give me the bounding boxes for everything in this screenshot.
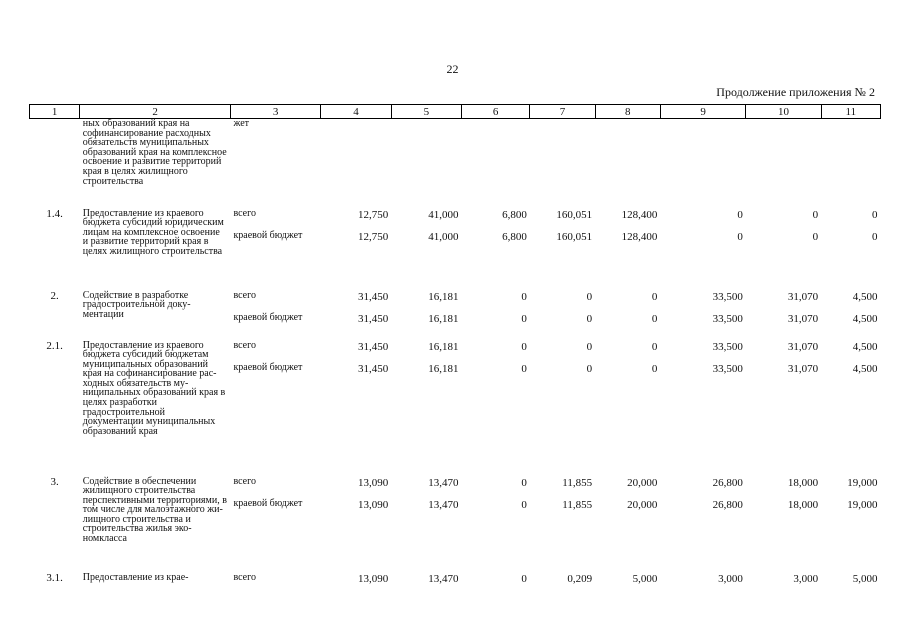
value: 31,070 xyxy=(787,340,819,353)
value: 31,070 xyxy=(787,312,819,325)
value: 0 xyxy=(521,572,527,585)
value: 31,450 xyxy=(357,340,389,353)
value: 0 xyxy=(586,340,593,353)
value: 0 xyxy=(586,362,593,375)
value-cell xyxy=(595,119,660,207)
value-cell xyxy=(821,339,880,475)
value-cell xyxy=(660,207,745,289)
value: 33,500 xyxy=(712,312,743,325)
value-cell xyxy=(391,475,461,571)
column-header: 6 xyxy=(462,105,530,119)
value: 12,750 xyxy=(357,208,389,221)
value-cell xyxy=(391,119,461,207)
funding-source-cell xyxy=(230,571,320,601)
value: 0 xyxy=(872,208,878,221)
value: 0 xyxy=(812,208,819,221)
budget-table xyxy=(29,104,881,601)
value: 13,470 xyxy=(428,476,459,489)
table-row xyxy=(30,289,881,339)
table-row xyxy=(30,571,881,601)
value: 20,000 xyxy=(627,476,658,489)
value: 3,000 xyxy=(718,572,743,585)
value: 13,090 xyxy=(357,572,389,585)
value: 16,181 xyxy=(428,340,459,353)
column-header: 8 xyxy=(595,105,660,119)
value-cell xyxy=(746,119,821,207)
value-cell xyxy=(660,339,745,475)
value: 0 xyxy=(521,312,527,325)
value-cell xyxy=(660,289,745,339)
value: 0 xyxy=(812,230,819,243)
column-header: 1 xyxy=(30,105,80,119)
value: 13,470 xyxy=(428,498,459,511)
funding-source-label: всего xyxy=(233,207,256,219)
table-row xyxy=(30,475,881,571)
table-header-row xyxy=(30,105,881,119)
value-cell xyxy=(746,289,821,339)
table-row xyxy=(30,119,881,207)
value: 3,000 xyxy=(793,572,819,585)
value: 33,500 xyxy=(712,340,743,353)
value: 128,400 xyxy=(621,208,658,221)
value-cell xyxy=(746,207,821,289)
value: 0 xyxy=(521,290,527,303)
value-cell xyxy=(391,339,461,475)
funding-source-label: всего xyxy=(233,475,256,487)
funding-source-label: краевой бюджет xyxy=(233,311,303,323)
value: 12,750 xyxy=(357,230,389,243)
value: 5,000 xyxy=(852,572,878,585)
value: 31,450 xyxy=(357,290,389,303)
value: 31,450 xyxy=(357,312,389,325)
value-cell xyxy=(462,571,530,601)
funding-source-cell xyxy=(230,289,320,339)
value-cell xyxy=(462,475,530,571)
funding-source-cell xyxy=(230,339,320,475)
row-description: ных образований края на софинансирование расходных обязательств муниципальных образований края на комплексное освоение и развитие территорий края в целях жилищного строительства xyxy=(82,118,227,187)
row-number xyxy=(30,119,80,207)
value: 0 xyxy=(521,498,527,511)
value: 13,470 xyxy=(428,572,459,585)
value-cell xyxy=(462,289,530,339)
column-header: 3 xyxy=(230,105,320,119)
value: 41,000 xyxy=(428,208,459,221)
value-cell xyxy=(530,289,595,339)
value-cell xyxy=(391,207,461,289)
value: 0 xyxy=(651,362,658,375)
value-cell xyxy=(530,119,595,207)
value: 16,181 xyxy=(428,362,459,375)
value: 26,800 xyxy=(712,476,743,489)
value-cell xyxy=(321,289,391,339)
value-cell xyxy=(660,119,745,207)
value-cell xyxy=(821,207,880,289)
value-cell xyxy=(746,571,821,601)
value-cell xyxy=(821,119,880,207)
funding-source-label: краевой бюджет xyxy=(233,497,303,509)
value: 0 xyxy=(737,230,743,243)
value: 160,051 xyxy=(556,208,593,221)
value-cell xyxy=(746,475,821,571)
row-number: 2. xyxy=(50,289,59,302)
value: 0 xyxy=(651,312,658,325)
value-cell xyxy=(660,571,745,601)
value: 11,855 xyxy=(562,476,593,489)
row-description: Предоставление из крае- xyxy=(82,571,189,583)
value-cell xyxy=(462,119,530,207)
value: 18,000 xyxy=(787,476,819,489)
value: 0 xyxy=(737,208,743,221)
value-cell xyxy=(462,339,530,475)
value-cell xyxy=(321,339,391,475)
table-row xyxy=(30,207,881,289)
value-cell xyxy=(462,207,530,289)
value: 33,500 xyxy=(712,290,743,303)
value-cell xyxy=(391,571,461,601)
value: 0,209 xyxy=(567,572,593,585)
row-description: Содействие в обеспечении жилищного строительства перспективными территориями, в том числе для малоэтажного жилищного строительства и строительства жилья экономкласса xyxy=(82,475,227,545)
value: 26,800 xyxy=(712,498,743,511)
row-number: 1.4. xyxy=(46,207,63,220)
value: 0 xyxy=(521,340,527,353)
funding-source-label: всего xyxy=(233,339,256,351)
value-cell xyxy=(595,571,660,601)
value: 4,500 xyxy=(852,290,878,303)
value: 0 xyxy=(521,362,527,375)
value-cell xyxy=(321,475,391,571)
value: 4,500 xyxy=(852,340,878,353)
appendix-continuation-label: Продолжение приложения № 2 xyxy=(716,85,875,99)
value: 41,000 xyxy=(428,230,459,243)
funding-source-label: краевой бюджет xyxy=(233,229,303,241)
column-header: 4 xyxy=(321,105,391,119)
funding-source-label: всего xyxy=(233,289,256,301)
funding-source-cell xyxy=(230,475,320,571)
column-header: 5 xyxy=(391,105,461,119)
value-cell xyxy=(321,571,391,601)
value-cell xyxy=(321,207,391,289)
value: 0 xyxy=(586,312,593,325)
value-cell xyxy=(821,571,880,601)
value: 4,500 xyxy=(852,312,878,325)
value: 19,000 xyxy=(847,476,878,489)
value: 13,090 xyxy=(357,476,389,489)
value-cell xyxy=(595,475,660,571)
value-cell xyxy=(821,289,880,339)
value-cell xyxy=(530,571,595,601)
value: 13,090 xyxy=(357,498,389,511)
page-number: 22 xyxy=(446,62,459,76)
column-header: 2 xyxy=(80,105,231,119)
funding-source-label: краевой бюджет xyxy=(233,361,303,373)
row-number: 3. xyxy=(50,475,59,488)
value: 16,181 xyxy=(428,312,459,325)
row-number: 3.1. xyxy=(46,571,63,584)
value: 0 xyxy=(651,340,658,353)
funding-source-label: жет xyxy=(233,118,250,129)
value-cell xyxy=(660,475,745,571)
row-description: Предоставление из краевого бюджета субсидий бюджетам муниципальных образований края на софинансирование расходных обязательств муниципальных образований края в целях разработки градостроительной документации муниципальных образований края xyxy=(82,339,226,437)
value-cell xyxy=(595,289,660,339)
column-header: 7 xyxy=(530,105,595,119)
value-cell xyxy=(530,475,595,571)
value: 31,450 xyxy=(357,362,389,375)
value-cell xyxy=(321,119,391,207)
value: 128,400 xyxy=(621,230,658,243)
value-cell xyxy=(595,207,660,289)
value: 0 xyxy=(521,476,527,489)
value-cell xyxy=(530,339,595,475)
value-cell xyxy=(595,339,660,475)
value: 160,051 xyxy=(556,230,593,243)
value: 31,070 xyxy=(787,362,819,375)
value-cell xyxy=(530,207,595,289)
value-cell xyxy=(746,339,821,475)
value: 18,000 xyxy=(787,498,819,511)
value: 19,000 xyxy=(847,498,878,511)
value-cell xyxy=(821,475,880,571)
value: 20,000 xyxy=(627,498,658,511)
row-description: Предоставление из краевого бюджета субсидий юридическим лицам на комплексное освоение и развитие территорий края в целях жилищного строительства xyxy=(82,207,224,257)
value: 6,800 xyxy=(502,208,527,221)
value: 5,000 xyxy=(632,572,658,585)
value: 31,070 xyxy=(787,290,819,303)
value: 6,800 xyxy=(502,230,527,243)
column-header: 11 xyxy=(821,105,880,119)
value: 4,500 xyxy=(852,362,878,375)
row-number: 2.1. xyxy=(46,339,63,352)
column-header: 10 xyxy=(746,105,821,119)
value: 11,855 xyxy=(562,498,593,511)
funding-source-cell xyxy=(230,119,320,207)
row-description: Содействие в разработке градостроительной документации xyxy=(82,289,191,320)
table-row xyxy=(30,339,881,475)
value: 0 xyxy=(651,290,658,303)
funding-source-cell xyxy=(230,207,320,289)
value: 0 xyxy=(586,290,593,303)
funding-source-label: всего xyxy=(233,571,256,583)
value: 33,500 xyxy=(712,362,743,375)
value: 16,181 xyxy=(428,290,459,303)
column-header: 9 xyxy=(660,105,745,119)
value-cell xyxy=(391,289,461,339)
value: 0 xyxy=(872,230,878,243)
